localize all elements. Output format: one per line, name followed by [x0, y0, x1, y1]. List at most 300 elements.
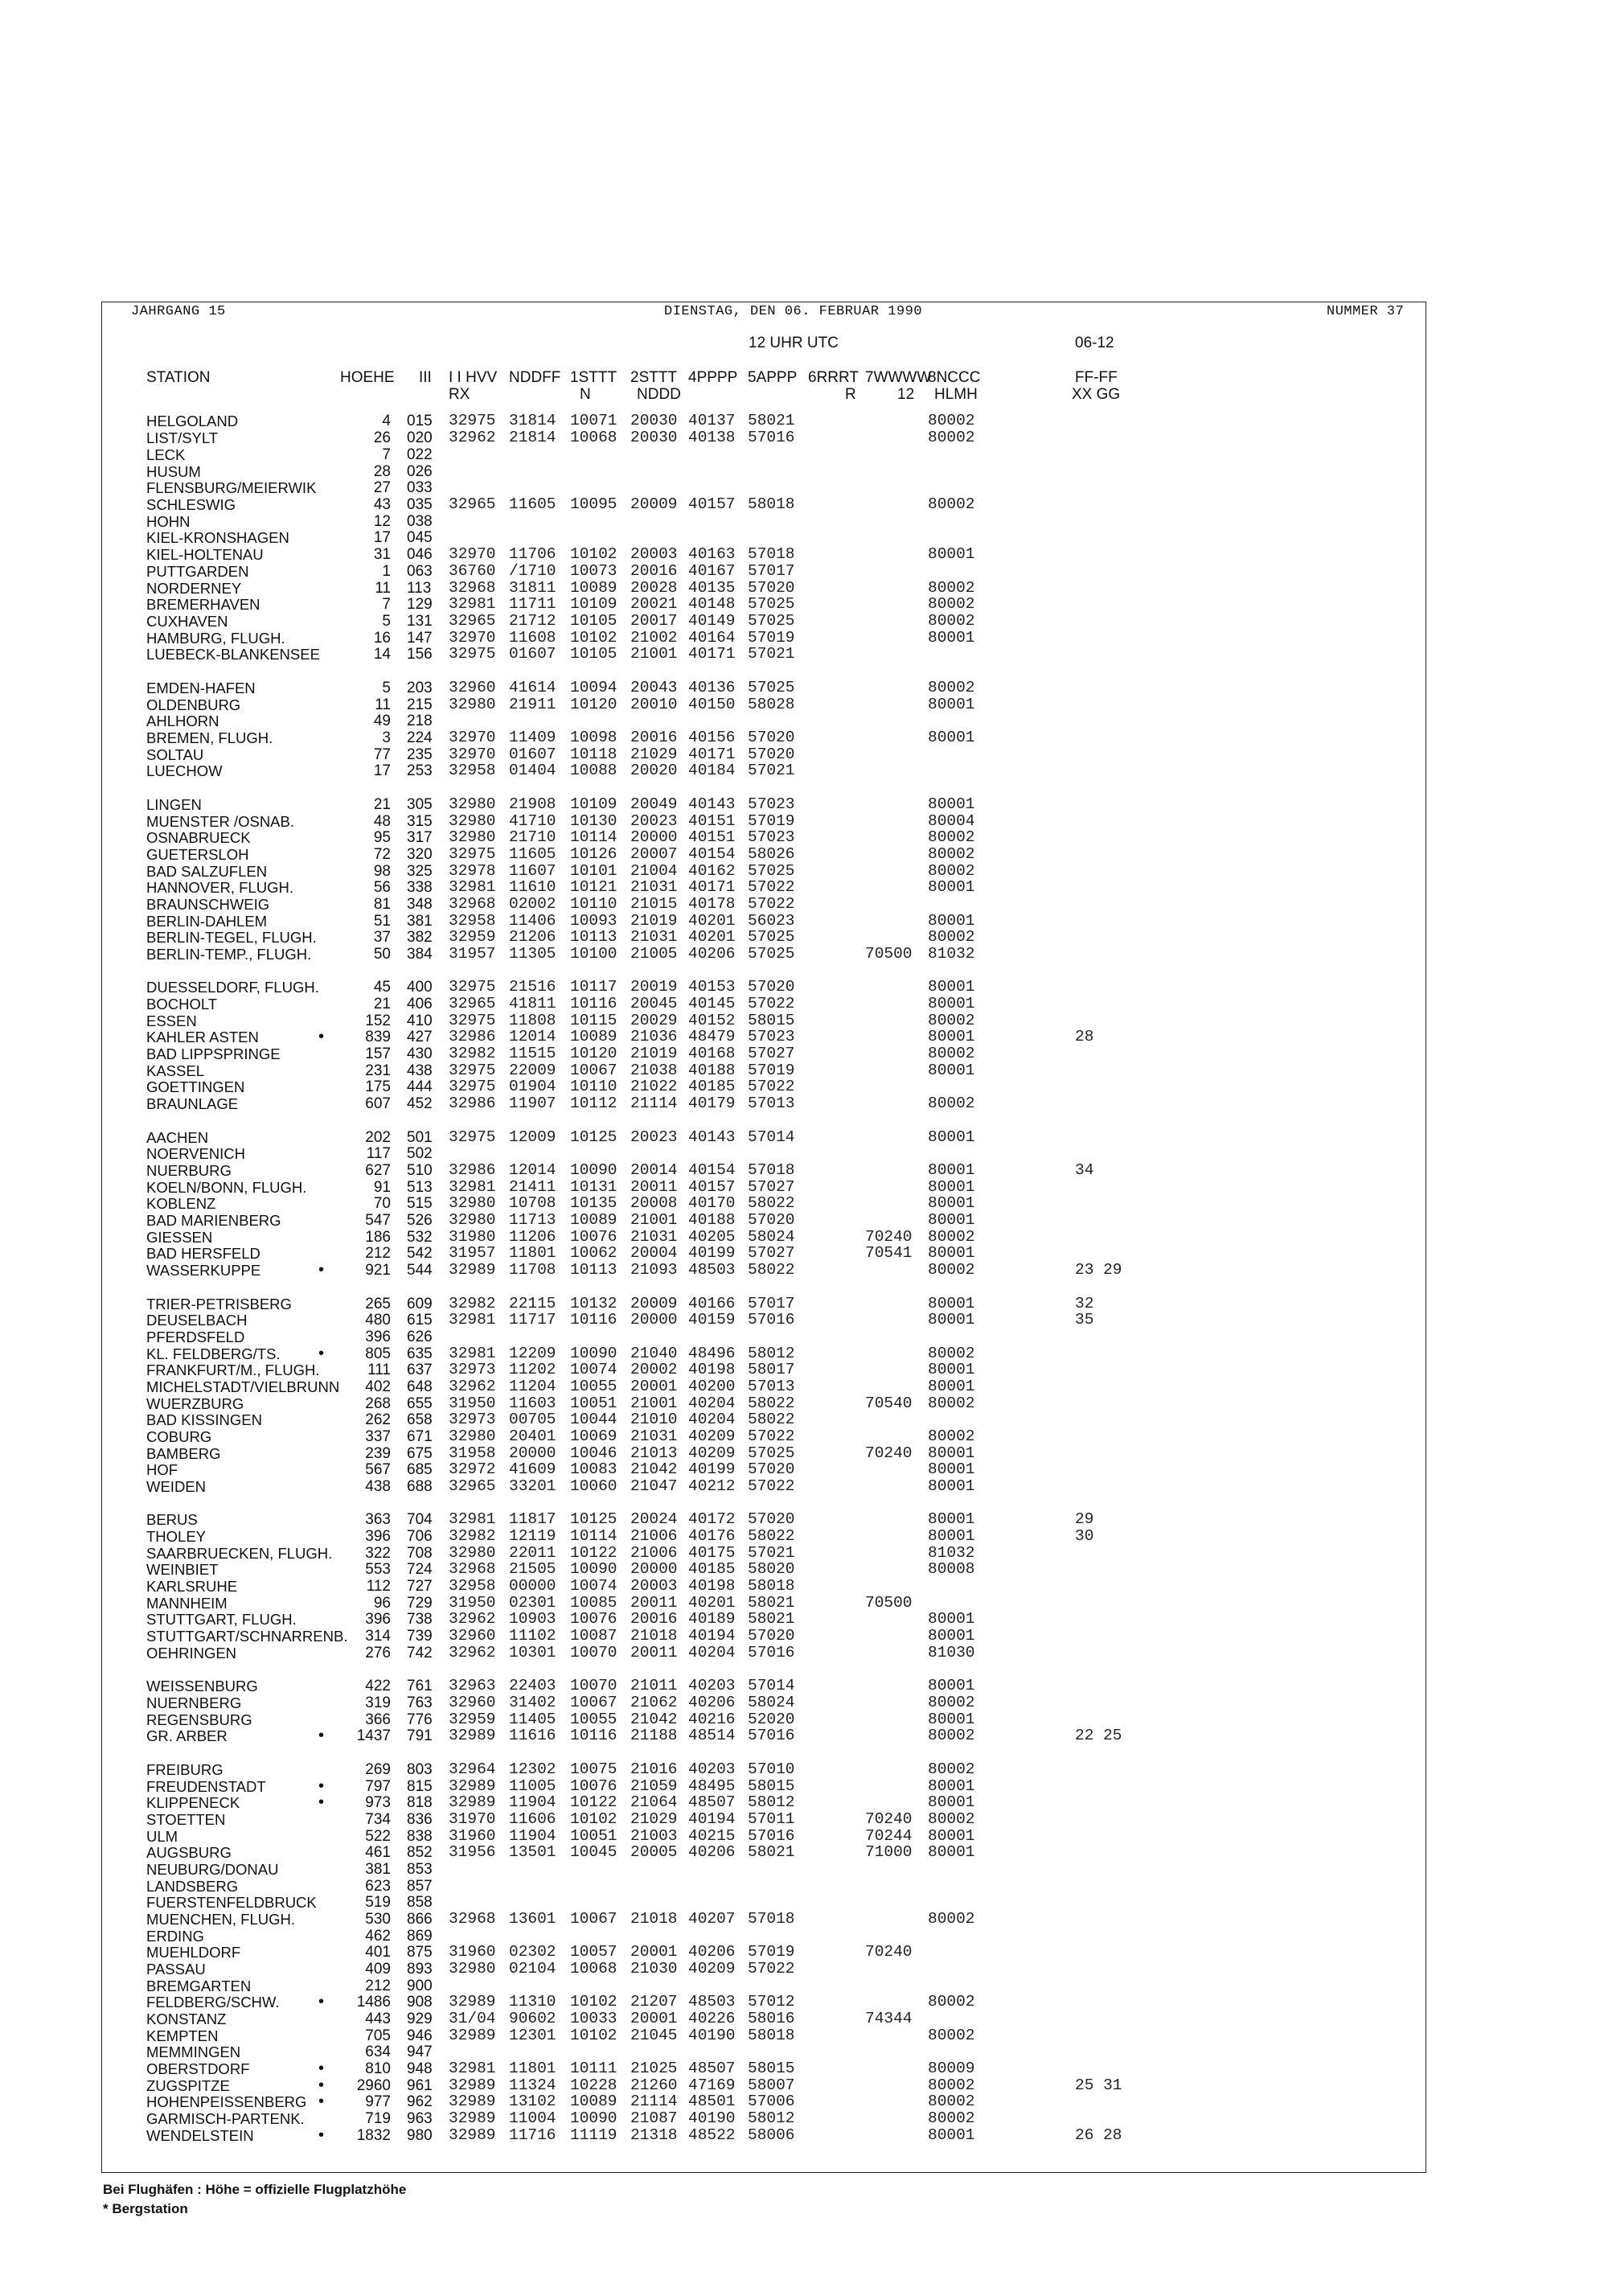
- station-id: 215: [407, 696, 433, 713]
- elevation: 480: [365, 1312, 391, 1329]
- pressure: 48501: [688, 2093, 736, 2110]
- sttt-1: 10051: [570, 1394, 617, 1412]
- tendency: 58022: [748, 1261, 795, 1279]
- elevation: 56: [373, 879, 391, 896]
- pressure: 40203: [688, 1760, 736, 1778]
- station-name: HOHN: [146, 513, 191, 530]
- tendency: 57022: [748, 1078, 795, 1095]
- gust: 26 28: [1075, 2126, 1122, 2144]
- sttt-2: 20003: [630, 545, 678, 563]
- pressure: 40209: [688, 1427, 736, 1445]
- table-row: [0, 1727, 1608, 1744]
- hvv-rx: 32981: [449, 1345, 496, 1362]
- hvv-rx: 32970: [449, 729, 496, 746]
- station-name: AACHEN: [146, 1129, 209, 1146]
- hvv-rx: 31950: [449, 1594, 496, 1612]
- col-xxgg: XX GG: [1072, 386, 1121, 403]
- cloud: 80001: [928, 1677, 975, 1694]
- station-id: 929: [407, 2011, 433, 2027]
- table-row: [0, 546, 1608, 563]
- table-row: [0, 1545, 1608, 1562]
- pressure: 40154: [688, 1161, 736, 1179]
- tendency: 57019: [748, 1943, 795, 1961]
- nddff: 21814: [509, 429, 556, 446]
- col-nddff: NDDFF: [509, 369, 561, 386]
- sttt-1: 10111: [570, 2060, 617, 2077]
- cloud: 80002: [928, 928, 975, 946]
- cloud: 80001: [928, 629, 975, 647]
- station-name: KAHLER ASTEN: [146, 1029, 259, 1045]
- weather: 70240: [865, 1228, 913, 1246]
- elevation: 1437: [356, 1727, 391, 1744]
- station-id: 315: [407, 813, 433, 830]
- cloud: 80002: [928, 579, 975, 597]
- table-row: [0, 580, 1608, 597]
- sttt-1: 10067: [570, 1062, 617, 1079]
- station-id: 348: [407, 896, 433, 913]
- hvv-rx: 32975: [449, 412, 496, 429]
- pressure: 40203: [688, 1677, 736, 1694]
- table-row: [0, 1062, 1608, 1079]
- nddff: 21710: [509, 828, 556, 846]
- table-row: [0, 1528, 1608, 1545]
- tendency: 58018: [748, 495, 795, 513]
- table-row: [0, 613, 1608, 630]
- elevation: 381: [365, 1861, 391, 1878]
- station-id: 727: [407, 1578, 433, 1595]
- tendency: 57023: [748, 1028, 795, 1045]
- station-name: GIESSEN: [146, 1229, 213, 1246]
- tendency: 57019: [748, 1062, 795, 1079]
- table-row: [0, 1578, 1608, 1595]
- elevation: 627: [365, 1162, 391, 1179]
- sttt-2: 20021: [630, 595, 678, 613]
- sttt-1: 10112: [570, 1095, 617, 1112]
- sttt-2: 20019: [630, 978, 678, 996]
- hvv-rx: 32975: [449, 845, 496, 863]
- table-row: [0, 2027, 1608, 2044]
- nddff: 22403: [509, 1677, 556, 1694]
- pressure: 40200: [688, 1378, 736, 1395]
- pressure: 40188: [688, 1062, 736, 1079]
- hvv-rx: 32989: [449, 2027, 496, 2044]
- hvv-rx: 32980: [449, 1960, 496, 1978]
- table-row: [0, 1628, 1608, 1645]
- tendency: 58021: [748, 1610, 795, 1628]
- sttt-1: 10087: [570, 1627, 617, 1645]
- sttt-1: 10089: [570, 1028, 617, 1045]
- pressure: 40190: [688, 2109, 736, 2127]
- table-row: [0, 2060, 1608, 2077]
- table-row: [0, 829, 1608, 846]
- sttt-2: 20030: [630, 429, 678, 446]
- table-row: [0, 680, 1608, 696]
- tendency: 57025: [748, 862, 795, 880]
- sttt-1: 10094: [570, 679, 617, 696]
- sttt-2: 21001: [630, 1394, 678, 1412]
- nddff: 11706: [509, 545, 556, 563]
- nddff: 11206: [509, 1228, 556, 1246]
- pressure: 48496: [688, 1345, 736, 1362]
- pressure: 40149: [688, 612, 736, 630]
- elevation: 31: [373, 546, 391, 563]
- sttt-2: 21006: [630, 1544, 678, 1562]
- station-id: 615: [407, 1312, 433, 1329]
- pressure: 40171: [688, 878, 736, 896]
- sttt-1: 10120: [570, 1045, 617, 1062]
- pressure: 40143: [688, 1128, 736, 1146]
- tendency: 57017: [748, 562, 795, 580]
- table-row: [0, 1595, 1608, 1612]
- sttt-2: 21031: [630, 1228, 678, 1246]
- sttt-2: 20017: [630, 612, 678, 630]
- station-id: 739: [407, 1628, 433, 1645]
- station-name: BAD HERSFELD: [146, 1245, 260, 1262]
- elevation: 77: [373, 746, 391, 763]
- elevation: 265: [365, 1296, 391, 1312]
- sttt-2: 20016: [630, 562, 678, 580]
- nddff: 01904: [509, 1078, 556, 1095]
- station-id: 156: [407, 646, 433, 663]
- sttt-1: 10114: [570, 828, 617, 846]
- elevation: 623: [365, 1878, 391, 1895]
- station-id: 869: [407, 1928, 433, 1945]
- pressure: 40194: [688, 1627, 736, 1645]
- nddff: 22011: [509, 1544, 556, 1562]
- mountain-marker: •: [318, 1993, 325, 2011]
- table-row: [0, 1844, 1608, 1861]
- table-row: [0, 1345, 1608, 1362]
- table-row: [0, 1329, 1608, 1345]
- tendency: 57016: [748, 1827, 795, 1845]
- cloud: 80002: [928, 1228, 975, 1246]
- station-id: 836: [407, 1811, 433, 1828]
- table-row: [0, 1811, 1608, 1828]
- table-row: [0, 1411, 1608, 1428]
- station-name: KONSTANZ: [146, 2011, 227, 2027]
- nddff: 12301: [509, 2027, 556, 2044]
- station-name: LIST/SYLT: [146, 429, 219, 446]
- elevation: 14: [373, 646, 391, 663]
- pressure: 47169: [688, 2076, 736, 2094]
- pressure: 40190: [688, 2027, 736, 2044]
- tendency: 57022: [748, 895, 795, 913]
- table-row: [0, 1145, 1608, 1162]
- station-name: BAD KISSINGEN: [146, 1411, 262, 1428]
- gust: 25 31: [1075, 2076, 1122, 2094]
- pressure: 48522: [688, 2126, 736, 2144]
- station-id: 852: [407, 1844, 433, 1861]
- tendency: 58021: [748, 1594, 795, 1612]
- sttt-2: 20011: [630, 1644, 678, 1661]
- nddff: 21712: [509, 612, 556, 630]
- elevation: 4: [382, 413, 391, 429]
- sttt-2: 21030: [630, 1960, 678, 1978]
- elevation: 72: [373, 846, 391, 863]
- sttt-1: 10118: [570, 745, 617, 763]
- elevation: 734: [365, 1811, 391, 1828]
- gust: 29: [1075, 1510, 1094, 1528]
- station-id: 038: [407, 513, 433, 530]
- table-row: [0, 1095, 1608, 1112]
- cloud: 80002: [928, 1694, 975, 1711]
- hvv-rx: 32975: [449, 645, 496, 663]
- station-name: LECK: [146, 446, 186, 463]
- nddff: 00705: [509, 1411, 556, 1428]
- elevation: 50: [373, 946, 391, 963]
- elevation: 5: [382, 680, 391, 696]
- pressure: 40164: [688, 629, 736, 647]
- station-name: EMDEN-HAFEN: [146, 680, 256, 696]
- nddff: 20000: [509, 1444, 556, 1462]
- elevation: 401: [365, 1944, 391, 1961]
- nddff: 01404: [509, 762, 556, 779]
- table-row: [0, 846, 1608, 863]
- cloud: 80001: [928, 1128, 975, 1146]
- sttt-1: 10062: [570, 1244, 617, 1262]
- hvv-rx: 32975: [449, 978, 496, 996]
- elevation: 553: [365, 1561, 391, 1578]
- station-name: BERLIN-TEGEL, FLUGH.: [146, 929, 317, 946]
- table-row: [0, 1229, 1608, 1246]
- sttt-2: 21003: [630, 1827, 678, 1845]
- tendency: 58022: [748, 1194, 795, 1212]
- station-name: ULM: [146, 1828, 178, 1845]
- tendency: 57012: [748, 1993, 795, 2011]
- sttt-2: 20014: [630, 1161, 678, 1179]
- tendency: 57010: [748, 1760, 795, 1778]
- pressure: 40176: [688, 1527, 736, 1545]
- sttt-1: 10089: [570, 579, 617, 597]
- sttt-2: 21059: [630, 1777, 678, 1795]
- station-name: MUENSTER /OSNAB.: [146, 813, 294, 830]
- tendency: 58012: [748, 1345, 795, 1362]
- station-id: 962: [407, 2093, 433, 2110]
- station-name: KASSEL: [146, 1062, 204, 1079]
- tendency: 57019: [748, 812, 795, 830]
- station-name: KARLSRUHE: [146, 1578, 238, 1595]
- nddff: 11713: [509, 1211, 556, 1229]
- cloud: 80001: [928, 1777, 975, 1795]
- station-id: 858: [407, 1894, 433, 1911]
- sttt-2: 20009: [630, 1295, 678, 1312]
- elevation: 1: [382, 563, 391, 580]
- sttt-2: 20049: [630, 795, 678, 813]
- sttt-1: 10089: [570, 1211, 617, 1229]
- hvv-rx: 32968: [449, 895, 496, 913]
- station-id: 203: [407, 680, 433, 696]
- elevation: 462: [365, 1928, 391, 1945]
- hvv-rx: 32989: [449, 2109, 496, 2127]
- station-id: 513: [407, 1179, 433, 1196]
- elevation: 634: [365, 2043, 391, 2060]
- tendency: 57018: [748, 545, 795, 563]
- hvv-rx: 31957: [449, 945, 496, 963]
- tendency: 57025: [748, 679, 795, 696]
- cloud: 81030: [928, 1644, 975, 1661]
- table-row: [0, 1961, 1608, 1978]
- sttt-1: 10121: [570, 878, 617, 896]
- hvv-rx: 32968: [449, 1560, 496, 1578]
- col-r: R: [845, 386, 856, 403]
- station-name: OBERSTDORF: [146, 2060, 250, 2077]
- hvv-rx: 32989: [449, 2076, 496, 2094]
- pressure: 40199: [688, 1460, 736, 1478]
- sttt-1: 10126: [570, 845, 617, 863]
- col-rx: RX: [449, 386, 470, 403]
- station-name: MUEHLDORF: [146, 1944, 241, 1961]
- hvv-rx: 32965: [449, 1477, 496, 1495]
- sttt-1: 10109: [570, 595, 617, 613]
- sttt-1: 10120: [570, 696, 617, 713]
- station-id: 542: [407, 1245, 433, 1262]
- pressure: 40167: [688, 562, 736, 580]
- table-row: [0, 2043, 1608, 2060]
- station-name: BERLIN-TEMP., FLUGH.: [146, 946, 312, 963]
- pressure: 40153: [688, 978, 736, 996]
- tendency: 58024: [748, 1228, 795, 1246]
- sttt-2: 21188: [630, 1727, 678, 1744]
- elevation: 11: [375, 696, 391, 713]
- station-id: 761: [407, 1678, 433, 1694]
- table-row: [0, 463, 1608, 480]
- nddff: 11801: [509, 2060, 556, 2077]
- sttt-2: 20004: [630, 1244, 678, 1262]
- tendency: 57023: [748, 828, 795, 846]
- station-id: 803: [407, 1761, 433, 1778]
- elevation: 268: [365, 1395, 391, 1412]
- tendency: 57014: [748, 1128, 795, 1146]
- station-name: HOHENPEISSENBERG: [146, 2093, 307, 2110]
- cloud: 80001: [928, 1161, 975, 1179]
- hvv-rx: 31957: [449, 1244, 496, 1262]
- gust: 30: [1075, 1527, 1094, 1545]
- table-row: [0, 896, 1608, 913]
- station-name: GARMISCH-PARTENK.: [146, 2110, 305, 2127]
- station-id: 893: [407, 1961, 433, 1978]
- cloud: 80002: [928, 1012, 975, 1029]
- hvv-rx: 32980: [449, 696, 496, 713]
- station-id: 046: [407, 546, 433, 563]
- elevation: 17: [373, 762, 391, 779]
- pressure: 48503: [688, 1261, 736, 1279]
- nddff: 20401: [509, 1427, 556, 1445]
- pressure: 40145: [688, 995, 736, 1012]
- weather: 70540: [865, 1394, 913, 1412]
- cloud: 80001: [928, 1211, 975, 1229]
- station-name: BRAUNSCHWEIG: [146, 896, 270, 913]
- elevation: 276: [365, 1645, 391, 1661]
- station-name: LUECHOW: [146, 762, 223, 779]
- tendency: 57016: [748, 1644, 795, 1661]
- sttt-2: 20011: [630, 1594, 678, 1612]
- tendency: 57017: [748, 1295, 795, 1312]
- nddff: 01607: [509, 745, 556, 763]
- elevation: 438: [365, 1478, 391, 1495]
- elevation: 21: [373, 796, 391, 813]
- table-row: [0, 1978, 1608, 1994]
- station-name: HELGOLAND: [146, 413, 239, 429]
- col-nddd: NDDD: [637, 386, 681, 403]
- sttt-1: 10105: [570, 645, 617, 663]
- tendency: 57027: [748, 1178, 795, 1196]
- station-name: BRAUNLAGE: [146, 1095, 239, 1112]
- cloud: 80001: [928, 1793, 975, 1811]
- pressure: 40163: [688, 545, 736, 563]
- pressure: 40209: [688, 1960, 736, 1978]
- cloud: 81032: [928, 945, 975, 963]
- tendency: 57014: [748, 1677, 795, 1694]
- tendency: 57018: [748, 1161, 795, 1179]
- pressure: 40201: [688, 1594, 736, 1612]
- station-id: 637: [407, 1362, 433, 1378]
- station-id: 961: [407, 2077, 433, 2094]
- station-name: WEISSENBURG: [146, 1678, 258, 1694]
- hvv-rx: 32986: [449, 1161, 496, 1179]
- cloud: 80001: [928, 1062, 975, 1079]
- sttt-2: 21018: [630, 1910, 678, 1928]
- station-name: GR. ARBER: [146, 1727, 228, 1744]
- pressure: 40171: [688, 645, 736, 663]
- sttt-2: 20016: [630, 1610, 678, 1628]
- cloud: 80001: [928, 978, 975, 996]
- station-id: 410: [407, 1012, 433, 1029]
- sttt-2: 21016: [630, 1760, 678, 1778]
- hvv-rx: 32960: [449, 1627, 496, 1645]
- table-row: [0, 646, 1608, 663]
- hvv-rx: 32970: [449, 745, 496, 763]
- table-row: [0, 1262, 1608, 1279]
- elevation: 409: [365, 1961, 391, 1978]
- mountain-marker: •: [318, 1028, 325, 1045]
- elevation: 366: [365, 1711, 391, 1728]
- table-row: [0, 713, 1608, 729]
- station-id: 218: [407, 713, 433, 729]
- station-name: BAD MARIENBERG: [146, 1212, 281, 1229]
- station-name: MANNHEIM: [146, 1595, 228, 1612]
- nddff: 02104: [509, 1960, 556, 1978]
- station-id: 875: [407, 1944, 433, 1961]
- station-id: 857: [407, 1878, 433, 1895]
- hvv-rx: 32975: [449, 1062, 496, 1079]
- gust: 23 29: [1075, 1261, 1122, 1279]
- sttt-1: 10068: [570, 1960, 617, 1978]
- table-row: [0, 813, 1608, 830]
- table-row: [0, 1878, 1608, 1895]
- sttt-1: 10067: [570, 1910, 617, 1928]
- station-id: 532: [407, 1229, 433, 1246]
- hvv-rx: 32965: [449, 612, 496, 630]
- pressure: 40206: [688, 1943, 736, 1961]
- table-row: [0, 1212, 1608, 1229]
- table-row: [0, 1378, 1608, 1395]
- station-name: NORDERNEY: [146, 580, 242, 597]
- tendency: 57006: [748, 2093, 795, 2110]
- station-id: 980: [407, 2127, 433, 2144]
- station-name: BAMBERG: [146, 1445, 221, 1462]
- sttt-2: 20011: [630, 1178, 678, 1196]
- table-row: [0, 1179, 1608, 1196]
- station-name: SAARBRUECKEN, FLUGH.: [146, 1545, 333, 1562]
- station-name: BERLIN-DAHLEM: [146, 913, 268, 930]
- sttt-2: 21114: [630, 2093, 678, 2110]
- cloud: 80001: [928, 1194, 975, 1212]
- elevation: 81: [373, 896, 391, 913]
- sttt-2: 20023: [630, 1128, 678, 1146]
- table-row: [0, 796, 1608, 813]
- hvv-rx: 32981: [449, 878, 496, 896]
- tendency: 57022: [748, 878, 795, 896]
